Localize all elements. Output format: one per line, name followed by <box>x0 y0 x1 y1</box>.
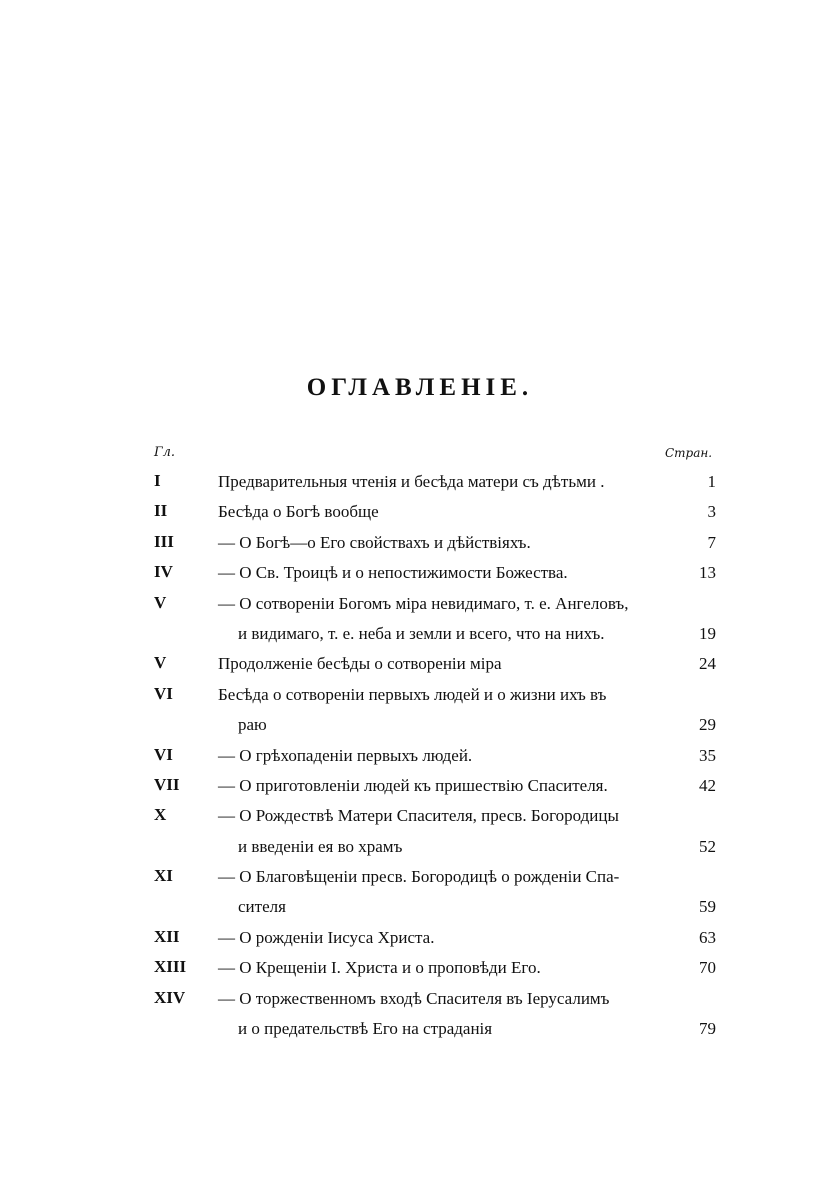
chapter-title: — О Благовѣщеніи пресв. Богородицѣ о рожденіи Спа- <box>218 867 620 887</box>
table-of-contents <box>0 467 840 1044</box>
page-number: 29 <box>699 715 716 735</box>
toc-line <box>0 832 840 862</box>
page-number: 42 <box>699 775 716 795</box>
chapter-number: V <box>154 592 167 612</box>
page-number: 19 <box>699 623 716 643</box>
chapter-number: II <box>154 501 168 521</box>
chapter-title-continuation: раю <box>238 715 267 735</box>
chapter-title: — О рожденіи Іисуса Христа. <box>218 927 435 947</box>
chapter-title: — О приготовленіи людей къ пришествію Спасителя. <box>218 775 608 795</box>
chapter-title: Продолженіе бесѣды о сотвореніи міра <box>218 654 502 674</box>
page-number: 35 <box>699 745 716 765</box>
chapter-title: — О Крещеніи І. Христа и о проповѣди Его. <box>218 958 541 978</box>
page-number: 13 <box>699 563 716 583</box>
chapter-number: X <box>154 805 167 825</box>
toc-line <box>0 892 840 922</box>
toc-line <box>0 497 840 527</box>
chapter-title: — О торжественномъ входѣ Спасителя въ Іерусалимъ <box>218 988 610 1008</box>
chapter-title: — О Св. Троицѣ и о непостижимости Божества. <box>218 563 568 583</box>
toc-line <box>0 862 840 892</box>
toc-line <box>0 1014 840 1044</box>
chapter-number: V <box>154 653 167 673</box>
page-number: 79 <box>699 1019 716 1039</box>
chapter-number: IV <box>154 562 173 582</box>
chapter-title-continuation: и введеніи ея во храмъ <box>238 836 403 856</box>
toc-line <box>0 984 840 1014</box>
chapter-title: — О сотвореніи Богомъ міра невидимаго, т. е. Ангеловъ, <box>218 593 629 613</box>
page-number: 3 <box>707 502 716 522</box>
chapter-title: — О Богѣ—о Его свойствахъ и дѣйствіяхъ. <box>218 532 531 552</box>
page-number: 1 <box>707 472 716 491</box>
toc-line <box>0 528 840 558</box>
chapter-number: XIII <box>154 957 187 977</box>
chapter-title-continuation: и о предательствѣ Его на страданія <box>238 1019 493 1039</box>
page-column-header: Стран. <box>665 446 713 460</box>
page-number: 70 <box>699 958 716 978</box>
toc-line <box>0 923 840 953</box>
page-number: 7 <box>707 532 716 552</box>
toc-line <box>0 771 840 801</box>
chapter-title: Бесѣда о Богѣ вообще <box>218 502 379 522</box>
page-number: 59 <box>699 897 716 917</box>
chapter-title: Предварительныя чтенія и бесѣда матери съ дѣтьми . <box>218 472 605 491</box>
page-title: ОГЛАВЛЕНІЕ. <box>306 374 534 401</box>
page-number: 24 <box>699 654 716 674</box>
chapter-number: XII <box>154 926 180 946</box>
chapter-title-continuation: и видимаго, т. е. неба и земли и всего, что на нихъ. <box>238 623 605 643</box>
chapter-number: VI <box>154 683 173 703</box>
chapter-title-continuation: сителя <box>238 897 286 917</box>
chapter-title: — О Рождествѣ Матери Спасителя, пресв. Богородицы <box>218 806 619 826</box>
toc-line <box>0 649 840 679</box>
chapter-title: — О грѣхопаденіи первыхъ людей. <box>218 745 473 765</box>
toc-line <box>0 953 840 983</box>
toc-line <box>0 680 840 710</box>
toc-line <box>0 741 840 771</box>
chapter-number: III <box>154 531 174 551</box>
page-number: 63 <box>699 927 716 947</box>
toc-line <box>0 558 840 588</box>
chapter-column-header: Гл. <box>154 445 176 460</box>
page-number: 52 <box>699 836 716 856</box>
chapter-title: Бесѣда о сотвореніи первыхъ людей и о жизни ихъ въ <box>218 684 607 704</box>
toc-line <box>0 710 840 740</box>
toc-line <box>0 619 840 649</box>
toc-line <box>0 467 840 497</box>
toc-line <box>0 589 840 619</box>
chapter-number: I <box>154 471 161 490</box>
toc-line <box>0 801 840 831</box>
chapter-number: XI <box>154 866 173 886</box>
chapter-number: VI <box>154 744 173 764</box>
chapter-number: VII <box>154 774 180 794</box>
chapter-number: XIV <box>154 987 186 1007</box>
